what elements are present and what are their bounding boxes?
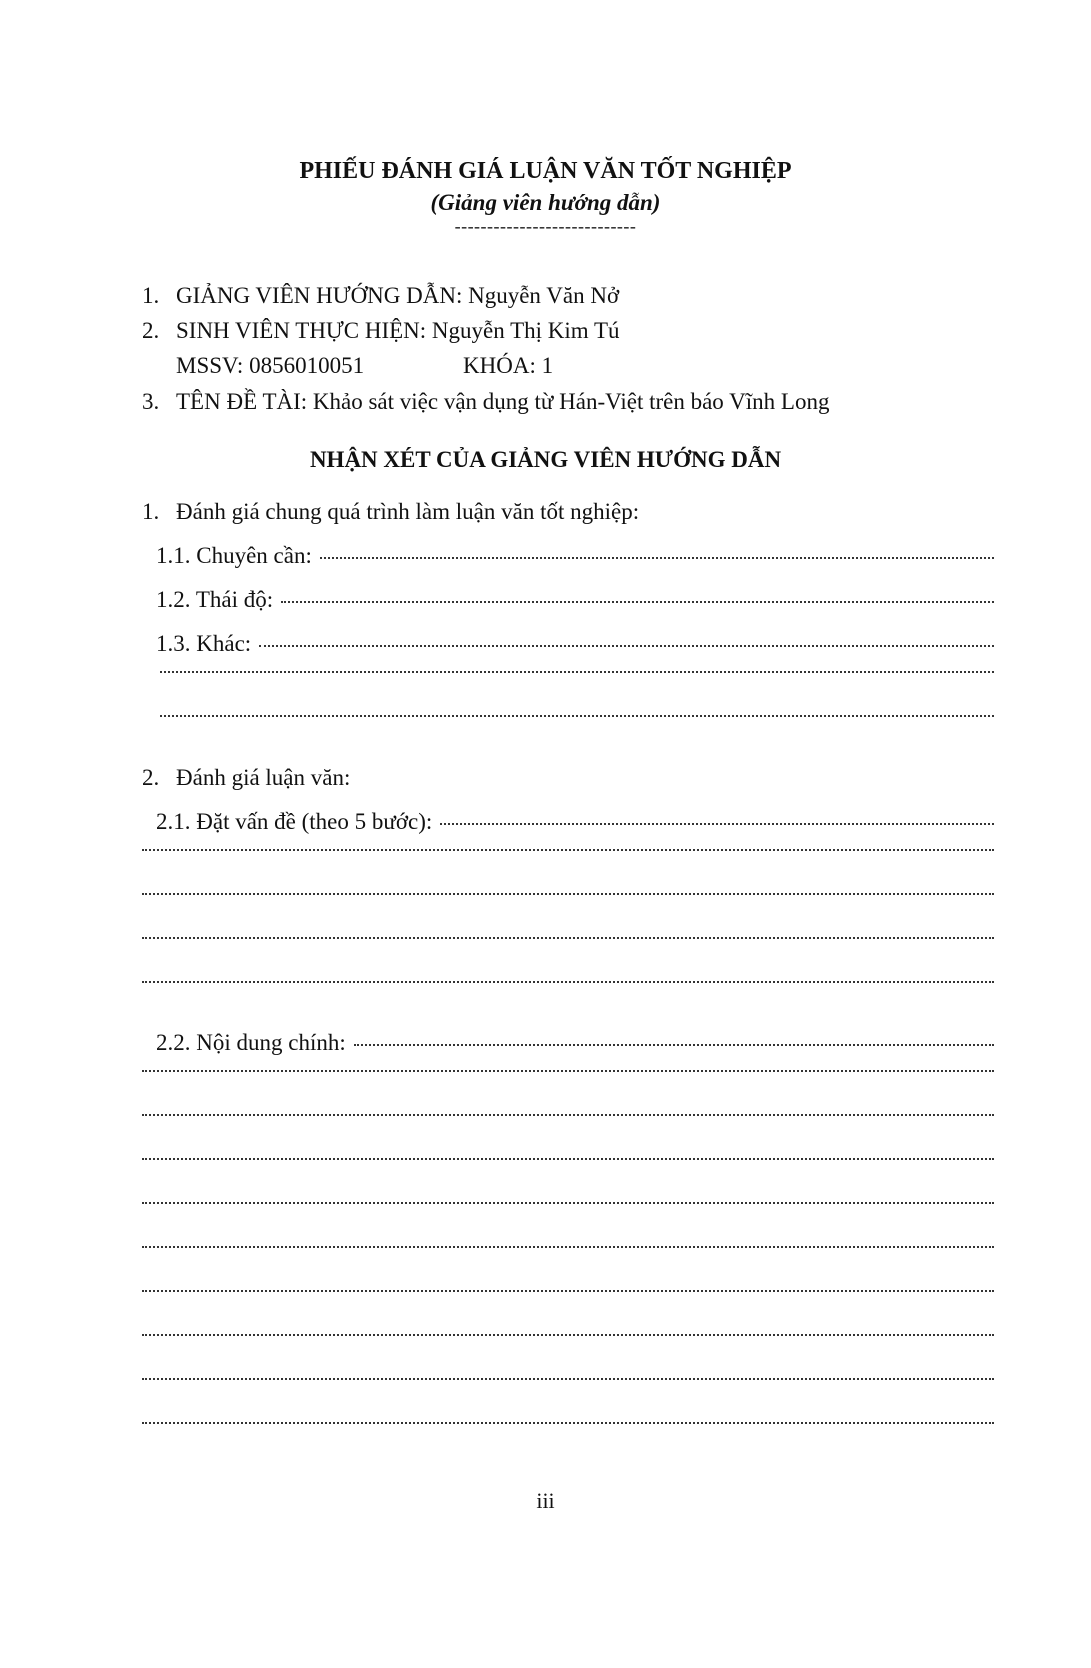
- field-blank-line[interactable]: [142, 1338, 994, 1340]
- section-title: NHẬN XÉT CỦA GIẢNG VIÊN HƯỚNG DẪN: [309, 447, 782, 472]
- dotted-line: [142, 1070, 994, 1072]
- form-title: PHIẾU ĐÁNH GIÁ LUẬN VĂN TỐT NGHIỆP: [299, 158, 792, 184]
- dotted-line: [440, 823, 994, 825]
- dotted-line: [142, 1422, 994, 1424]
- field-blank-line[interactable]: [160, 719, 994, 721]
- dotted-line: [142, 981, 994, 983]
- dotted-line: [142, 937, 994, 939]
- dotted-line: [142, 893, 994, 895]
- field-dat-van-de-label: 2.1. Đặt vấn đề (theo 5 bước):: [156, 809, 433, 834]
- dotted-line: [354, 1044, 994, 1046]
- info-student-number: 2.: [142, 318, 160, 343]
- dotted-line: [160, 715, 994, 717]
- field-noi-dung-chinh-label: 2.2. Nội dung chính:: [156, 1030, 346, 1055]
- info-khoa: KHÓA: 1: [463, 353, 554, 378]
- field-chuyen-can[interactable]: [156, 543, 994, 569]
- info-topic-text: TÊN ĐỀ TÀI: Khảo sát việc vận dụng từ Hán-Việt trên báo Vĩnh Long: [176, 389, 830, 414]
- field-blank-line[interactable]: [142, 1118, 994, 1120]
- dotted-line: [142, 1158, 994, 1160]
- field-blank-line[interactable]: [142, 1074, 994, 1076]
- dotted-line: [142, 1378, 994, 1380]
- field-blank-line[interactable]: [142, 853, 994, 855]
- dotted-line: [142, 1246, 994, 1248]
- section1-number: 1.: [142, 499, 160, 524]
- section1-heading: [142, 499, 639, 525]
- info-mssv: MSSV: 0856010051: [176, 353, 365, 378]
- field-thai-do-label: 1.2. Thái độ:: [156, 587, 274, 612]
- dotted-line: [142, 1290, 994, 1292]
- info-topic-number: 3.: [142, 389, 160, 414]
- info-advisor-number: 1.: [142, 283, 160, 308]
- info-student-text: SINH VIÊN THỰC HIỆN: Nguyễn Thị Kim Tú: [176, 318, 620, 343]
- field-blank-line[interactable]: [142, 1294, 994, 1296]
- field-khac-label: 1.3. Khác:: [156, 631, 252, 656]
- page-number: iii: [536, 1488, 555, 1513]
- field-dat-van-de[interactable]: [156, 809, 994, 835]
- field-blank-line[interactable]: [142, 1162, 994, 1164]
- field-blank-line[interactable]: [142, 1426, 994, 1428]
- info-topic: [142, 389, 829, 415]
- dotted-line: [160, 671, 994, 673]
- field-blank-line[interactable]: [142, 1206, 994, 1208]
- info-advisor-text: GIẢNG VIÊN HƯỚNG DẪN: Nguyễn Văn Nở: [176, 283, 620, 308]
- field-blank-line[interactable]: [142, 1250, 994, 1252]
- form-subtitle: (Giảng viên hướng dẫn): [430, 190, 661, 215]
- dotted-line: [320, 557, 994, 559]
- info-student: [142, 318, 620, 344]
- dotted-line: [259, 645, 994, 647]
- section2-text: Đánh giá luận văn:: [176, 765, 351, 790]
- field-blank-line[interactable]: [142, 1382, 994, 1384]
- field-thai-do[interactable]: [156, 587, 994, 613]
- dotted-line: [142, 1114, 994, 1116]
- dotted-line: [142, 849, 994, 851]
- title-separator: ----------------------------: [454, 216, 637, 236]
- section1-text: Đánh giá chung quá trình làm luận văn tốt nghiệp:: [176, 499, 640, 524]
- dotted-line: [281, 601, 994, 603]
- field-blank-line[interactable]: [142, 897, 994, 899]
- dotted-line: [142, 1202, 994, 1204]
- section2-number: 2.: [142, 765, 160, 790]
- field-blank-line[interactable]: [160, 675, 994, 677]
- section2-heading: [142, 765, 350, 791]
- info-advisor: [142, 283, 619, 309]
- field-blank-line[interactable]: [142, 985, 994, 987]
- field-chuyen-can-label: 1.1. Chuyên cần:: [156, 543, 312, 568]
- dotted-line: [142, 1334, 994, 1336]
- field-khac[interactable]: [156, 631, 994, 657]
- field-noi-dung-chinh[interactable]: [156, 1030, 994, 1056]
- field-blank-line[interactable]: [142, 941, 994, 943]
